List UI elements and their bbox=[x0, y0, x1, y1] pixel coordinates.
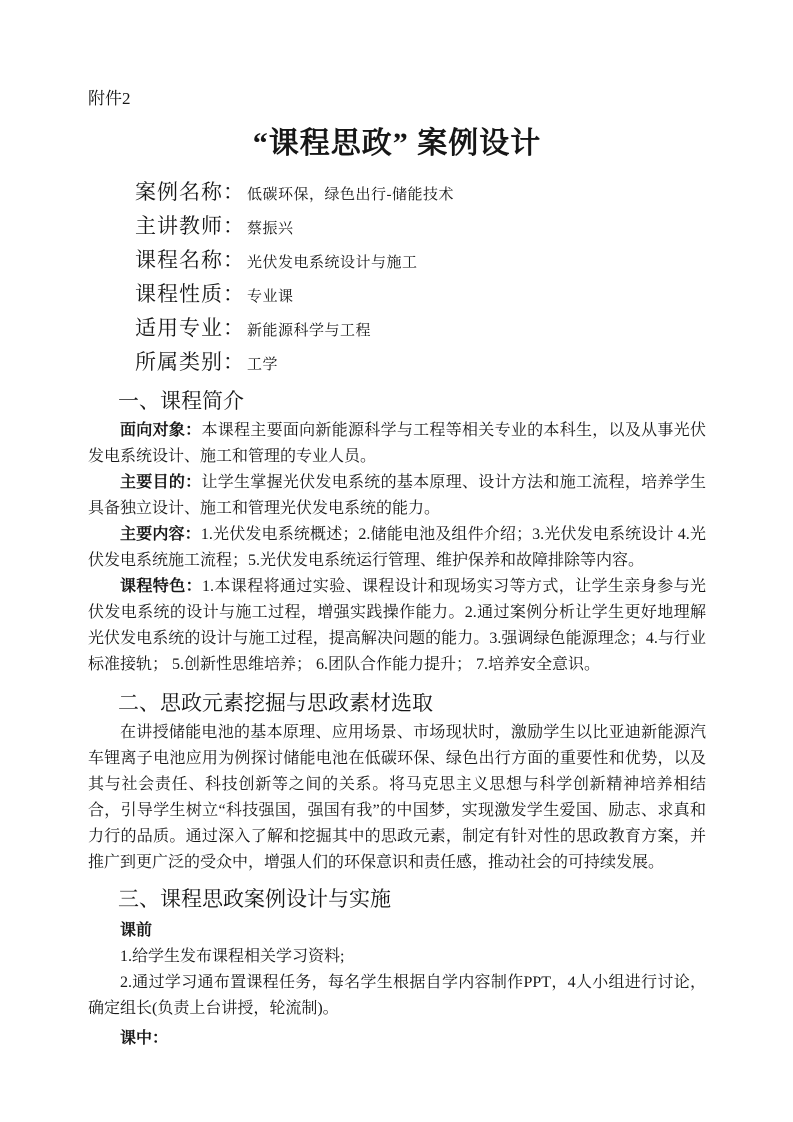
section-heading-case-design: 三、课程思政案例设计与实施 bbox=[118, 887, 391, 911]
field-row-course-type bbox=[135, 278, 706, 312]
field-value: 低碳环保，绿色出行-储能技术 bbox=[247, 187, 454, 203]
paragraph-audience bbox=[88, 418, 706, 470]
paragraph-purpose bbox=[88, 470, 706, 522]
paragraph-text: 本课程主要面向新能源科学与工程等相关专业的本科生，以及从事光伏发电系统设计、施工和管理的专业人员。 bbox=[88, 422, 706, 465]
section-heading-ideology-elements: 二、思政元素挖掘与思政素材选取 bbox=[118, 691, 433, 715]
field-label: 主讲教师： bbox=[135, 214, 245, 238]
field-label: 适用专业： bbox=[135, 316, 245, 340]
phase-label-in-class: 课中： bbox=[120, 1030, 169, 1047]
field-row-major bbox=[135, 312, 706, 346]
paragraph-text: 1.光伏发电系统概述；2.储能电池及组件介绍；3.光伏发电系统设计 4.光伏发电系统施工流程；5.光伏发电系统运行管理、维护保养和故障排除等内容。 bbox=[88, 526, 706, 569]
step-item-1: 1.给学生发布课程相关学习资料; bbox=[120, 948, 345, 965]
field-label: 所属类别： bbox=[135, 350, 245, 374]
field-value: 蔡振兴 bbox=[247, 221, 294, 237]
attachment-label: 附件2 bbox=[88, 89, 131, 108]
field-value: 工学 bbox=[247, 357, 279, 373]
paragraph-text: 让学生掌握光伏发电系统的基本原理、设计方法和施工流程，培养学生具备独立设计、施工和管理光伏发电系统的能力。 bbox=[88, 474, 706, 517]
field-row-course-name bbox=[135, 244, 706, 278]
field-value: 新能源科学与工程 bbox=[247, 323, 372, 339]
paragraph-lead: 主要目的： bbox=[120, 474, 202, 491]
paragraph-content bbox=[88, 522, 706, 574]
field-row-case-name bbox=[135, 176, 706, 210]
paragraph-features bbox=[88, 574, 706, 678]
page-title: “课程思政” 案例设计 bbox=[252, 127, 542, 160]
paragraph-lead: 面向对象： bbox=[120, 422, 202, 439]
paragraph-lead: 课程特色： bbox=[120, 578, 202, 595]
phase-label-before-class: 课前 bbox=[120, 922, 153, 939]
field-row-category bbox=[135, 346, 706, 380]
paragraph-text: 1.本课程将通过实验、课程设计和现场实习等方式，让学生亲身参与光伏发电系统的设计与施工过程，增强实践操作能力。2.通过案例分析让学生更好地理解光伏发电系统的设计与施工过程，提高解决问题的能力。3.强调绿色能源理念；4.与行业标准接轨； 5.创新性思维培养； 6.团队合作能力提升； 7.培养安全意识。 bbox=[88, 578, 706, 673]
field-value: 专业课 bbox=[247, 289, 294, 305]
field-list bbox=[135, 176, 706, 380]
paragraph-ideology: 在讲授储能电池的基本原理、应用场景、市场现状时，激励学生以比亚迪新能源汽车锂离子电池应用为例探讨储能电池在低碳环保、绿色出行方面的重要性和优势，以及其与社会责任、科技创新等之间的关系。将马克思主义思想与科学创新精神培养相结合，引导学生树立“科技强国，强国有我”的中国梦，实现激发学生爱国、励志、求真和力行的品质。通过深入了解和挖掘其中的思政元素，制定有针对性的思政教育方案，并推广到更广泛的受众中，增强人们的环保意识和责任感，推动社会的可持续发展。 bbox=[88, 724, 706, 871]
field-label: 案例名称： bbox=[135, 180, 245, 204]
field-row-lecturer bbox=[135, 210, 706, 244]
field-label: 课程名称： bbox=[135, 248, 245, 272]
step-item-2: 2.通过学习通布置课程任务，每名学生根据自学内容制作PPT，4人小组进行讨论，确定组长(负责上台讲授，轮流制)。 bbox=[88, 974, 706, 1017]
section-heading-course-intro: 一、课程简介 bbox=[118, 389, 244, 413]
field-value: 光伏发电系统设计与施工 bbox=[247, 255, 418, 271]
paragraph-lead: 主要内容： bbox=[120, 526, 201, 543]
field-label: 课程性质： bbox=[135, 282, 245, 306]
